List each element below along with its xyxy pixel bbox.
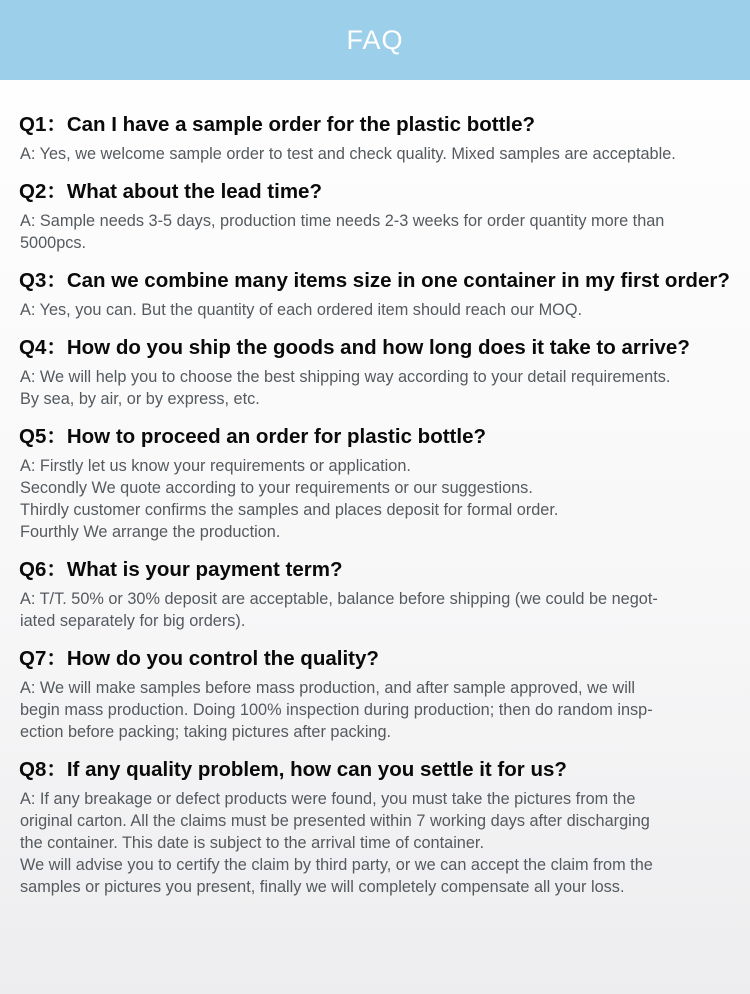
faq-answer-line: A: Sample needs 3-5 days, production time needs 2-3 weeks for order quantity more than xyxy=(20,212,665,230)
faq-item xyxy=(20,757,738,898)
faq-question: Q5：How to proceed an order for plastic bottle? xyxy=(19,425,486,448)
page-title: FAQ xyxy=(346,24,404,55)
faq-answer-line: A: T/T. 50% or 30% deposit are acceptable, balance before shipping (we could be negot- xyxy=(20,590,658,608)
faq-answer-line: Secondly We quote according to your requirements or our suggestions. xyxy=(20,479,533,497)
faq-question: Q7：How do you control the quality? xyxy=(19,647,379,670)
faq-answer-line: begin mass production. Doing 100% inspection during production; then do random insp- xyxy=(20,701,653,719)
faq-question: Q6：What is your payment term? xyxy=(19,558,343,581)
faq-question: Q1：Can I have a sample order for the plastic bottle? xyxy=(19,113,536,136)
faq-answer xyxy=(20,299,738,321)
faq-answer xyxy=(20,143,738,165)
faq-answer-line: Fourthly We arrange the production. xyxy=(20,523,281,541)
faq-item xyxy=(20,268,738,321)
faq-answer xyxy=(20,788,738,898)
faq-answer-line: By sea, by air, or by express, etc. xyxy=(20,390,260,408)
faq-answer xyxy=(20,366,738,410)
faq-item xyxy=(20,179,738,254)
faq-answer-line: A: Firstly let us know your requirements or application. xyxy=(20,457,411,475)
faq-answer-line: samples or pictures you present, finally we will completely compensate all your loss. xyxy=(20,878,625,896)
faq-answer xyxy=(20,677,738,743)
faq-question: Q8：If any quality problem, how can you settle it for us? xyxy=(19,758,567,781)
faq-answer xyxy=(20,588,738,632)
faq-answer-line: 5000pcs. xyxy=(20,234,87,252)
faq-answer xyxy=(20,210,738,254)
faq-answer-line: Thirdly customer confirms the samples and places deposit for formal order. xyxy=(20,501,559,519)
faq-item xyxy=(20,112,738,165)
header-banner xyxy=(0,0,750,80)
faq-item xyxy=(20,335,738,410)
faq-question: Q4：How do you ship the goods and how long does it take to arrive? xyxy=(19,336,690,359)
faq-item xyxy=(20,646,738,743)
faq-item xyxy=(20,557,738,632)
faq-answer-line: original carton. All the claims must be presented within 7 working days after discharging xyxy=(20,812,650,830)
faq-answer-line: We will advise you to certify the claim by third party, or we can accept the claim from the xyxy=(20,856,653,874)
faq-question: Q3：Can we combine many items size in one container in my first order? xyxy=(19,269,730,292)
faq-answer-line: A: We will make samples before mass production, and after sample approved, we will xyxy=(20,679,636,697)
faq-answer xyxy=(20,455,738,543)
faq-answer-line: A: Yes, you can. But the quantity of each ordered item should reach our MOQ. xyxy=(20,301,583,319)
faq-answer-line: A: If any breakage or defect products were found, you must take the pictures from the xyxy=(20,790,636,808)
faq-item xyxy=(20,424,738,543)
faq-answer-line: A: Yes, we welcome sample order to test and check quality. Mixed samples are acceptable. xyxy=(20,145,676,163)
faq-answer-line: ection before packing; taking pictures after packing. xyxy=(20,723,392,741)
faq-answer-line: A: We will help you to choose the best shipping way according to your detail requirements. xyxy=(20,368,671,386)
faq-question: Q2：What about the lead time? xyxy=(19,180,322,203)
faq-answer-line: the container. This date is subject to the arrival time of container. xyxy=(20,834,484,852)
faq-list xyxy=(0,80,738,898)
faq-answer-line: iated separately for big orders). xyxy=(20,612,246,630)
